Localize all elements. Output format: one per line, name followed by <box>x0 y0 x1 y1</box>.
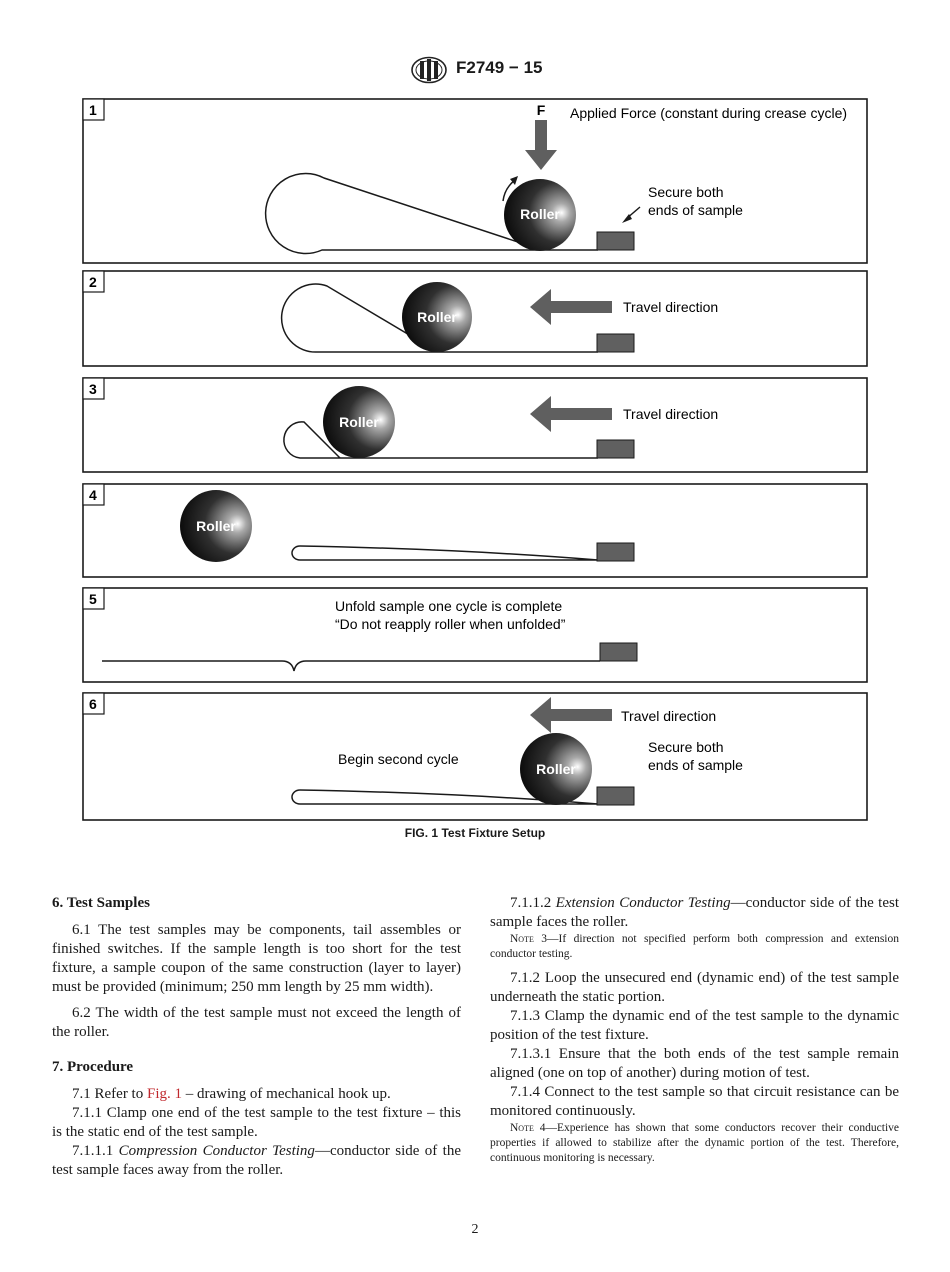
astm-logo-icon <box>409 56 449 84</box>
left-column <box>52 894 461 1180</box>
paragraph: 7.1.1.2 Extension Conductor Testing—conductor side of the test sample faces the roller. <box>490 895 899 930</box>
applied-force-text: Applied Force (constant during crease cycle) <box>570 105 848 121</box>
unfolded-sample <box>102 661 600 671</box>
roller-label: Roller <box>417 309 457 325</box>
paragraph: 7.1.3 Clamp the dynamic end of the test sample to the dynamic position of the test fixture. <box>490 1008 899 1043</box>
secure-text: Secure both <box>648 184 724 200</box>
figure-link[interactable]: Fig. 1 <box>146 1086 182 1102</box>
clamp <box>597 232 634 250</box>
section-heading: 7. Procedure <box>52 1059 134 1075</box>
panel-number: 2 <box>89 274 97 290</box>
note-4: Note 4—Experience has shown that some conductors recover their conductive properties if allowed to stabilize after the dynamic portion of the test. Therefore, continuous monitoring is necessary. <box>490 1122 899 1164</box>
secure-text: Secure both <box>648 739 724 755</box>
clamp <box>597 543 634 561</box>
travel-arrow <box>530 396 612 432</box>
travel-arrow <box>530 697 612 733</box>
secure-text: ends of sample <box>648 757 743 773</box>
travel-text: Travel direction <box>623 406 719 422</box>
paragraph: 6.2 The width of the test sample must not exceed the length of the roller. <box>52 1005 461 1040</box>
travel-arrow <box>530 289 612 325</box>
force-label: F <box>536 102 546 118</box>
roller-label: Roller <box>339 414 379 430</box>
folded-sample <box>266 174 542 254</box>
paragraph: 7.1.2 Loop the unsecured end (dynamic end) of the test sample underneath the static portion. <box>490 970 899 1005</box>
panel-number: 4 <box>89 487 97 503</box>
paragraph: 7.1.3.1 Ensure that the both ends of the test sample remain aligned (one on top of another) during motion of test. <box>490 1046 899 1081</box>
unfold-text: “Do not reapply roller when unfolded” <box>335 616 566 632</box>
folded-sample <box>292 546 598 560</box>
paragraph: 6.1 The test samples may be components, tail assembles or finished switches. If the sample length is too short for the test fixture, a sample coupon of the same construction (layer to layer) must be provided (minimum; 250 mm length by 25 mm width). <box>52 922 461 995</box>
force-arrow <box>525 120 557 170</box>
secure-text: ends of sample <box>648 202 743 218</box>
clamp <box>597 440 634 458</box>
panel-1 <box>83 99 867 263</box>
travel-text: Travel direction <box>621 708 717 724</box>
panel-number: 3 <box>89 381 97 397</box>
document-id: F2749 − 15 <box>456 58 543 77</box>
unfold-text: Unfold sample one cycle is complete <box>335 598 563 614</box>
paragraph: 7.1.1.1 Compression Conductor Testing—conductor side of the test sample faces away from the roller. <box>52 1143 461 1178</box>
panel-3 <box>83 378 867 472</box>
clamp <box>597 334 634 352</box>
roller-label: Roller <box>196 518 236 534</box>
figure-caption: FIG. 1 Test Fixture Setup <box>404 826 546 840</box>
panel-4 <box>83 484 867 577</box>
page-number: 2 <box>471 1222 479 1237</box>
panel-number: 1 <box>89 102 97 118</box>
begin-cycle-text: Begin second cycle <box>338 751 459 767</box>
roller-label: Roller <box>536 761 576 777</box>
paragraph: 7.1.4 Connect to the test sample so that circuit resistance can be monitored continuously. <box>490 1084 899 1119</box>
panel-2 <box>83 271 867 366</box>
section-heading: 6. Test Samples <box>52 895 150 911</box>
panel-5 <box>83 588 867 682</box>
clamp <box>600 643 637 661</box>
panel-number: 5 <box>89 591 97 607</box>
roller-label: Roller <box>520 206 560 222</box>
panel-6 <box>83 693 867 820</box>
paragraph: 7.1 Refer to Fig. 1 – drawing of mechanical hook up. <box>72 1086 391 1102</box>
panel-number: 6 <box>89 696 97 712</box>
right-column <box>490 894 899 1173</box>
note-3: Note 3—If direction not specified perform both compression and extension conductor testing. <box>490 933 900 960</box>
clamp <box>597 787 634 805</box>
page-header <box>0 56 950 86</box>
test-fixture-figure <box>82 98 868 822</box>
paragraph: 7.1.1 Clamp one end of the test sample to the test fixture – this is the static end of the test sample. <box>52 1105 461 1140</box>
travel-text: Travel direction <box>623 299 719 315</box>
